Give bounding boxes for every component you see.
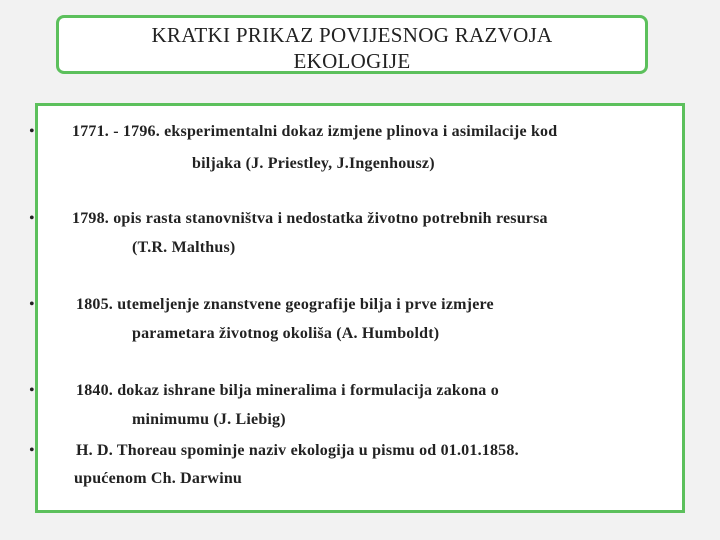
item-2-line-1: 1798. opis rasta stanovništva i nedostatka životno potrebnih resursa — [72, 210, 548, 227]
item-1-line-1: 1771. - 1796. eksperimentalni dokaz izmjene plinova i asimilacije kod — [72, 123, 558, 140]
title-box — [56, 15, 648, 74]
item-4-line-2: minimumu (J. Liebig) — [132, 411, 286, 428]
title-line-2: EKOLOGIJE — [293, 49, 411, 73]
bullet-1: • — [29, 123, 35, 140]
bullet-2: • — [29, 210, 35, 227]
title-line-1: KRATKI PRIKAZ POVIJESNOG RAZVOJA — [151, 23, 553, 47]
item-5-line-1: H. D. Thoreau spominje naziv ekologija u pismu od 01.01.1858. — [76, 442, 519, 459]
bullet-5: • — [29, 442, 35, 459]
item-2-line-2: (T.R. Malthus) — [132, 239, 236, 256]
item-4-line-1: 1840. dokaz ishrane bilja mineralima i formulacija zakona o — [76, 382, 499, 399]
item-3-line-2: parametara životnog okoliša (A. Humboldt) — [132, 325, 440, 342]
item-3-line-1: 1805. utemeljenje znanstvene geografije bilja i prve izmjere — [76, 296, 494, 313]
bullet-3: • — [29, 296, 35, 313]
item-5-line-2: upućenom Ch. Darwinu — [74, 470, 243, 487]
item-1-line-2: biljaka (J. Priestley, J.Ingenhousz) — [192, 155, 435, 172]
bullet-4: • — [29, 382, 35, 399]
